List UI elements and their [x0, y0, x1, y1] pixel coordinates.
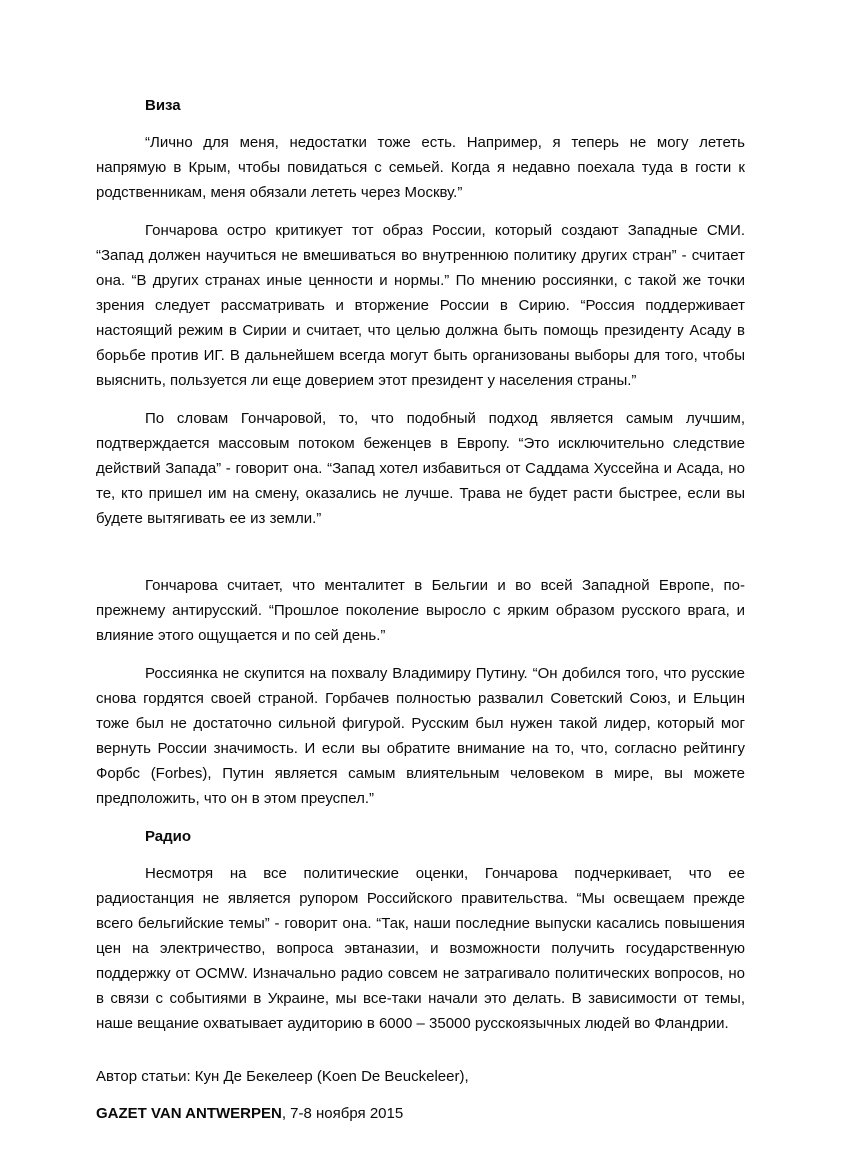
paragraph-radio: Несмотря на все политические оценки, Гончарова подчеркивает, что ее радиостанция не является рупором Российского правительства. “Мы освещаем прежде всего бельгийские темы” - говорит она. “Так, наши последние выпуски касались повышения цен на электричество, вопроса эвтаназии, и возможности получить государственную поддержку от OCMW. Изначально радио совсем не затрагивало политических вопросов, но в связи с событиями в Украине, мы все-таки начали это делать. В зависимости от темы, наше вещание охватывает аудиторию в 6000 – 35000 русскоязычных людей во Фландрии. — [96, 865, 745, 1032]
source-line — [96, 1101, 745, 1126]
paragraph-west-critique: Гончарова остро критикует тот образ России, который создают Западные СМИ. “Запад должен научиться не вмешиваться во внутреннюю политику других стран” - считает она. “В других странах иные ценности и нормы.” По мнению россиянки, с такой же точки зрения следует рассматривать и вторжение России в Сирию. “Россия поддерживает настоящий режим в Сирии и считает, что целью должна быть помощь президенту Асаду в борьбе против ИГ. В дальнейшем всегда могут быть организованы выборы для того, чтобы выяснить, пользуется ли еще доверием этот президент у населения страны.” — [96, 222, 745, 389]
paragraph-mentality: Гончарова считает, что менталитет в Бельгии и во всей Западной Европе, по-прежнему антирусский. “Прошлое поколение выросло с ярким образом русского врага, и влияние этого ощущается и по сей день.” — [96, 577, 745, 644]
paragraph-putin: Россиянка не скупится на похвалу Владимиру Путину. “Он добился того, что русские снова гордятся своей страной. Горбачев полностью развалил Советский Союз, и Ельцин тоже был не достаточно сильной фигурой. Русским был нужен такой лидер, который мог вернуть России значимость. И если вы обратите внимание на то, что, согласно рейтингу Форбс (Forbes), Путин является самым влиятельным человеком в мире, вы можете предположить, что он в этом преуспел.” — [96, 665, 745, 807]
section-heading-radio: Радио — [145, 828, 192, 845]
source-name: GAZET VAN ANTWERPEN — [96, 1105, 282, 1122]
paragraph-visa-quote: “Лично для меня, недостатки тоже есть. Например, я теперь не могу лететь напрямую в Крым, чтобы повидаться с семьей. Когда я недавно поехала туда в гости к родственникам, меня обязали лететь через Москву.” — [96, 134, 745, 201]
author-line: Автор статьи: Кун Де Бекелеер (Koen De Beuckeleer), — [96, 1068, 469, 1085]
paragraph-refugees: По словам Гончаровой, то, что подобный подход является самым лучшим, подтверждается массовым потоком беженцев в Европу. “Это исключительно следствие действий Запада” - говорит она. “Запад хотел избавиться от Саддама Хуссейна и Асада, но те, кто пришел им на смену, оказались не лучше. Трава не будет расти быстрее, если вы будете вытягивать ее из земли.” — [96, 410, 745, 527]
section-heading-visa: Виза — [145, 97, 181, 114]
source-date: , 7-8 ноября 2015 — [281, 1105, 404, 1122]
